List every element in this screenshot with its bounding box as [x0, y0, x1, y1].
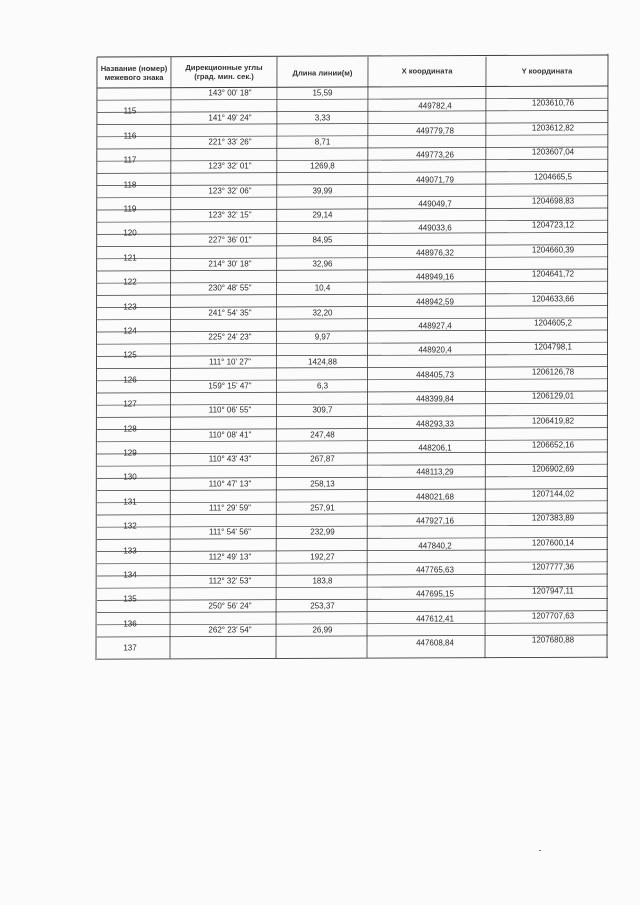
direction-angle: 123° 32' 06": [208, 186, 252, 196]
direction-angle: 110° 06' 55": [208, 405, 252, 415]
header-name-line: межевого знака: [104, 72, 164, 82]
row-line: [97, 306, 608, 308]
boundary-point-name: 127: [123, 399, 137, 409]
line-length: 39,99: [312, 186, 333, 196]
line-length: 15,59: [312, 88, 333, 98]
y-coordinate: 1206902,69: [531, 464, 575, 474]
boundary-point-name: 128: [123, 424, 137, 433]
line-length: 253,37: [310, 601, 335, 610]
x-coordinate: 448920,4: [418, 345, 452, 355]
boundary-point-name: 136: [123, 619, 137, 629]
y-coordinate: 1207947,11: [532, 586, 574, 596]
x-coordinate: 447927,16: [416, 516, 454, 526]
line-length: 183,8: [312, 576, 333, 586]
x-coordinate: 449049,7: [418, 199, 452, 209]
line-length: 32,96: [312, 259, 333, 269]
direction-angle: 111° 29' 59": [209, 503, 251, 513]
x-coordinate: 448293,33: [416, 419, 454, 428]
row-line: [97, 208, 608, 210]
direction-angle: 141° 49' 24": [208, 113, 252, 122]
column-line: [170, 57, 171, 658]
y-coordinate: 1204605,2: [534, 318, 572, 328]
direction-angle: 110° 43' 43": [208, 454, 252, 464]
x-coordinate: 448942,59: [416, 297, 454, 306]
header-name-line: Название (номер): [100, 63, 168, 73]
row-line: [97, 318, 608, 320]
direction-angle: 112° 32' 53": [208, 576, 252, 586]
header-angle: [185, 63, 262, 81]
boundary-point-name: 123: [123, 302, 137, 311]
x-coordinate: 447840,2: [418, 541, 452, 550]
row-line: [97, 342, 608, 344]
x-coordinate: 449033,6: [418, 223, 452, 233]
x-coordinate: 448206,1: [418, 443, 452, 453]
y-coordinate: 1207144,02: [531, 489, 575, 499]
row-line: [97, 281, 608, 283]
boundary-point-name: 137: [123, 643, 137, 653]
direction-angle: 230° 48' 55": [208, 283, 252, 293]
row-line: [97, 330, 608, 332]
column-line: [367, 57, 368, 658]
y-coordinate: 1207777,36: [531, 562, 575, 572]
direction-angle: 225° 24' 23": [208, 332, 252, 342]
row-line: [97, 110, 608, 112]
y-coordinate: 1206129,01: [531, 391, 575, 401]
y-coordinate: 1204641,72: [531, 269, 575, 279]
line-length: 1424,88: [308, 357, 337, 366]
direction-angle: 112° 49' 13": [208, 552, 252, 562]
row-line: [97, 525, 608, 527]
y-coordinate: 1204665,5: [534, 172, 572, 181]
y-coordinate: 1204660,39: [531, 245, 575, 255]
x-coordinate: 448405,73: [416, 370, 454, 380]
row-line: [97, 574, 608, 576]
header-bottom-line: [97, 86, 608, 88]
line-length: 3,33: [314, 113, 331, 122]
x-coordinate: 447612,41: [416, 614, 454, 624]
x-coordinate: 447608,84: [416, 638, 454, 648]
direction-angle: 110° 08' 41": [208, 430, 252, 440]
x-coordinate: 447765,63: [416, 565, 454, 575]
direction-angle: 262° 23' 54": [208, 625, 252, 635]
y-coordinate: 1207680,88: [531, 635, 575, 645]
x-coordinate: 448949,16: [416, 272, 454, 282]
direction-angle: 159° 15' 47": [208, 381, 252, 391]
line-length: 6,3: [316, 381, 329, 391]
boundary-point-name: 135: [123, 594, 137, 604]
line-length: 32,20: [312, 308, 333, 318]
x-coordinate: 448399,84: [416, 394, 454, 404]
boundary-point-name: 121: [123, 253, 137, 263]
line-length: 29,14: [312, 210, 333, 220]
y-coordinate: 1207600,14: [531, 538, 575, 547]
row-line: [97, 476, 608, 478]
row-line: [97, 550, 608, 552]
row-line: [97, 159, 608, 161]
x-coordinate: 448976,32: [416, 248, 454, 258]
row-line: [97, 354, 608, 356]
y-coordinate: 1204698,83: [531, 196, 575, 206]
boundary-point-name: 131: [123, 497, 137, 507]
boundary-point-name: 124: [123, 326, 137, 336]
header-name: [101, 64, 168, 82]
y-coordinate: 1203610,76: [531, 98, 575, 108]
column-line: [485, 57, 486, 658]
direction-angle: 214° 30' 18": [208, 259, 252, 269]
boundary-point-name: 125: [123, 350, 137, 360]
line-length: 258,13: [310, 479, 335, 488]
line-length: 257,91: [310, 503, 335, 513]
boundary-point-name: 115: [123, 106, 137, 116]
y-coordinate: 1207707,63: [531, 611, 575, 621]
x-coordinate: 448021,68: [416, 492, 454, 502]
y-coordinate: 1204633,66: [531, 294, 575, 303]
y-coordinate: 1206419,82: [531, 416, 575, 425]
line-length: 10,4: [314, 283, 331, 293]
direction-angle: 123° 32' 01": [208, 161, 252, 171]
column-line: [96, 57, 97, 660]
y-coordinate: 1204798,1: [534, 342, 572, 352]
boundary-point-name: 116: [123, 131, 137, 141]
direction-angle: 227° 36' 01": [208, 235, 252, 244]
boundary-point-name: 126: [123, 375, 137, 385]
y-coordinate: 1203607,04: [531, 147, 575, 157]
boundary-point-name: 129: [123, 448, 137, 458]
x-coordinate: 448927,4: [418, 321, 452, 331]
row-line: [97, 232, 608, 234]
y-coordinate: 1206652,16: [531, 440, 575, 450]
x-coordinate: 447695,15: [416, 589, 454, 599]
row-line: [97, 428, 608, 430]
row-line: [97, 171, 608, 173]
column-line: [276, 57, 277, 658]
line-length: 247,48: [310, 430, 335, 440]
direction-angle: 221° 33' 26": [208, 137, 252, 147]
boundary-point-name: 134: [123, 570, 137, 580]
line-length: 267,87: [310, 454, 335, 464]
table-top-line: [97, 55, 608, 57]
row-line: [97, 184, 608, 186]
header-angle-line: Дирекционные углы: [185, 62, 263, 72]
table-bottom-line: [97, 657, 608, 659]
row-line: [97, 257, 608, 259]
line-length: 26,99: [312, 625, 333, 635]
y-coordinate: 1207383,89: [531, 513, 575, 523]
row-line: [97, 403, 608, 405]
line-length: 8,71: [314, 137, 331, 147]
x-coordinate: 449773,26: [416, 150, 454, 160]
row-line: [97, 452, 608, 454]
row-line: [97, 623, 608, 625]
boundary-point-name: 118: [123, 180, 137, 189]
line-length: 9,97: [314, 332, 331, 342]
direction-angle: 250° 56' 24": [208, 601, 252, 610]
header-x: X координата: [401, 66, 453, 75]
line-length: 1269,8: [310, 161, 335, 171]
boundary-point-name: 117: [123, 155, 137, 165]
header-angle-line: (град. мин. сек.): [194, 71, 254, 81]
scan-speck: [539, 850, 541, 851]
y-coordinate: 1203612,82: [531, 123, 575, 133]
line-length: 192,27: [310, 552, 335, 562]
x-coordinate: 449782,4: [418, 101, 452, 111]
direction-angle: 111° 10' 27": [209, 357, 251, 366]
y-coordinate: 1204723,12: [531, 220, 575, 230]
row-line: [97, 598, 608, 600]
x-coordinate: 448113,29: [416, 467, 454, 477]
line-length: 232,99: [310, 527, 335, 537]
direction-angle: 143° 00' 18": [208, 88, 252, 98]
x-coordinate: 449779,78: [416, 126, 454, 136]
direction-angle: 110° 47' 13": [208, 479, 252, 488]
line-length: 84,95: [312, 235, 333, 244]
y-coordinate: 1206126,78: [531, 367, 575, 377]
boundary-point-name: 120: [123, 228, 137, 238]
boundary-point-name: 119: [123, 204, 137, 214]
row-line: [97, 501, 608, 503]
line-length: 309,7: [312, 405, 333, 415]
row-line: [97, 379, 608, 381]
boundary-point-name: 133: [123, 546, 137, 555]
boundary-point-name: 122: [123, 277, 137, 287]
direction-angle: 111° 54' 56": [209, 527, 251, 537]
direction-angle: 123° 32' 15": [208, 210, 252, 220]
boundary-point-name: 132: [123, 521, 137, 531]
column-line: [607, 54, 608, 659]
row-line: [97, 135, 608, 137]
header-length: Длина линии(м): [292, 68, 353, 77]
header-y: Y координата: [521, 66, 573, 75]
direction-angle: 241° 54' 35": [208, 308, 252, 318]
x-coordinate: 449071,79: [416, 175, 454, 184]
boundary-point-name: 130: [123, 472, 137, 482]
